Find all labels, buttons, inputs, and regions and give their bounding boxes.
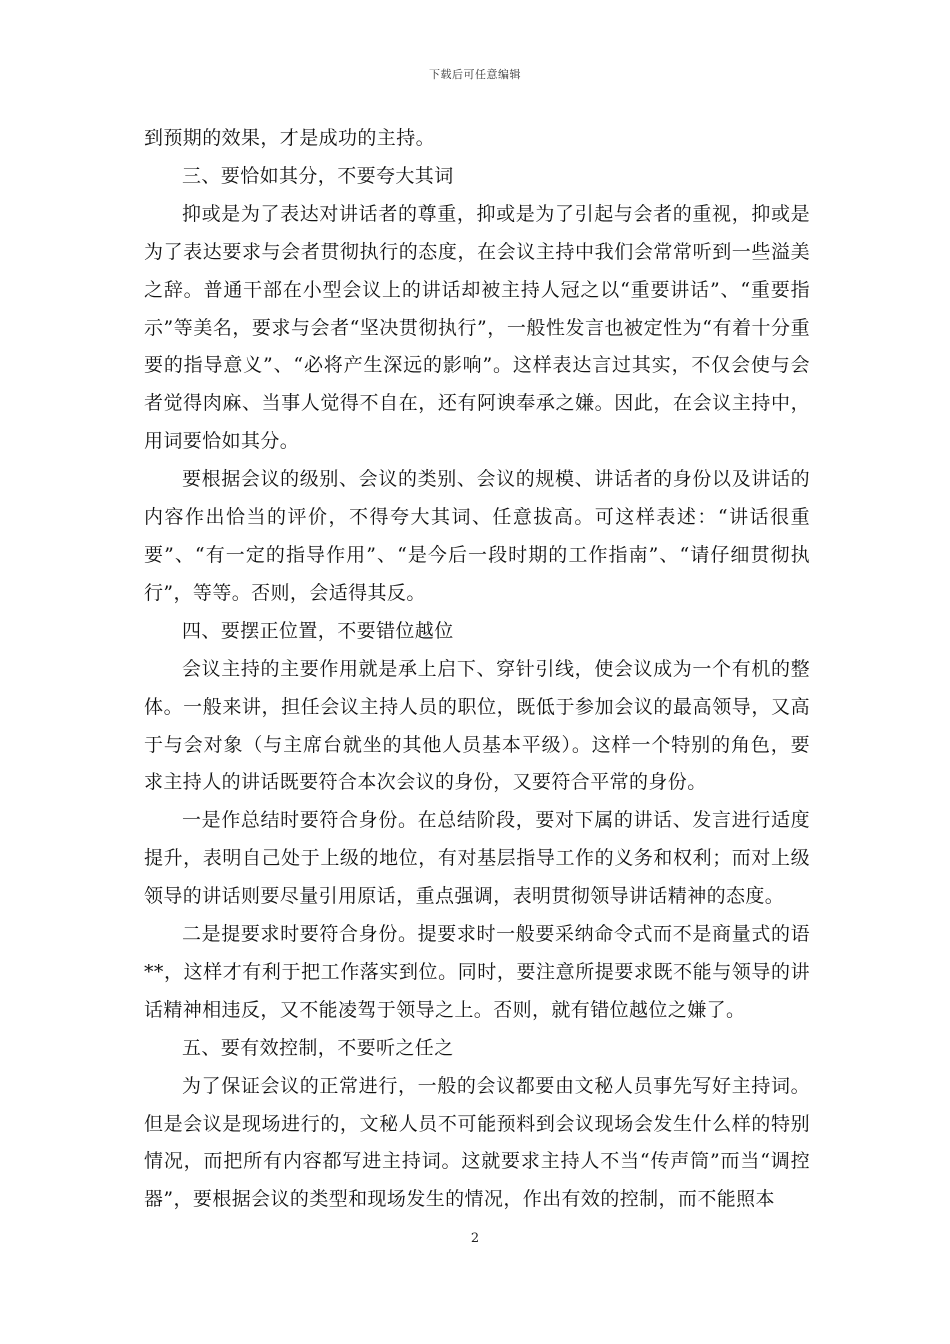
paragraph: 会议主持的主要作用就是承上启下、穿针引线，使会议成为一个有机的整体。一般来讲，担任会议主持人员的职位，既低于参加会议的最高领导，又高于与会对象（与主席台就坐的其他人员基本平级）。这样一个特别的角色，要求主持人的讲话既要符合本次会议的身份，又要符合平常的身份。: [144, 657, 810, 794]
paragraph: 抑或是为了表达对讲话者的尊重，抑或是为了引起与会者的重视，抑或是为了表达要求与会者贯彻执行的态度，在会议主持中我们会常常听到一些溢美之辞。普通干部在小型会议上的讲话却被主持人冠之以“重要讲话”、“重要指示”等美名，要求与会者“坚决贯彻执行”，一般性发言也被定性为“有着十分重要的指导意义”、“必将产生深远的影响”。这样表达言过其实，不仅会使与会者觉得肉麻、当事人觉得不自在，还有阿谀奉承之嫌。因此，在会议主持中，用词要恰如其分。: [144, 202, 810, 453]
paragraph-continuation: 到预期的效果，才是成功的主持。: [144, 127, 436, 149]
document-body: [144, 120, 810, 1219]
page-number: 2: [470, 1231, 480, 1246]
page-header: 下载后可任意编辑: [429, 68, 521, 81]
paragraph: 二是提要求时要符合身份。提要求时一般要采纳命令式而不是商量式的语**，这样才有利于把工作落实到位。同时，要注意所提要求既不能与领导的讲话精神相违反，又不能凌驾于领导之上。否则，就有错位越位之嫌了。: [144, 923, 810, 1021]
section-heading-3: 三、要恰如其分，不要夸大其词: [182, 164, 454, 187]
section-heading-4: 四、要摆正位置，不要错位越位: [182, 619, 454, 642]
section-heading-5: 五、要有效控制，不要听之任之: [182, 1036, 454, 1059]
paragraph: 要根据会议的级别、会议的类别、会议的规模、讲话者的身份以及讲话的内容作出恰当的评价，不得夸大其词、任意拔高。可这样表述：“讲话很重要”、“有一定的指导作用”、“是今后一段时期的工作指南”、“请仔细贯彻执行”，等等。否则，会适得其反。: [144, 468, 810, 604]
paragraph: 一是作总结时要符合身份。在总结阶段，要对下属的讲话、发言进行适度提升，表明自己处于上级的地位，有对基层指导工作的义务和权利；而对上级领导的讲话则要尽量引用原话，重点强调，表明贯彻领导讲话精神的态度。: [144, 809, 810, 908]
paragraph: 为了保证会议的正常进行，一般的会议都要由文秘人员事先写好主持词。但是会议是现场进行的，文秘人员不可能预料到会议现场会发生什么样的特别情况，而把所有内容都写进主持词。这就要求主持人不当“传声筒”而当“调控器”，要根据会议的类型和现场发生的情况，作出有效的控制，而不能照本: [144, 1074, 810, 1211]
